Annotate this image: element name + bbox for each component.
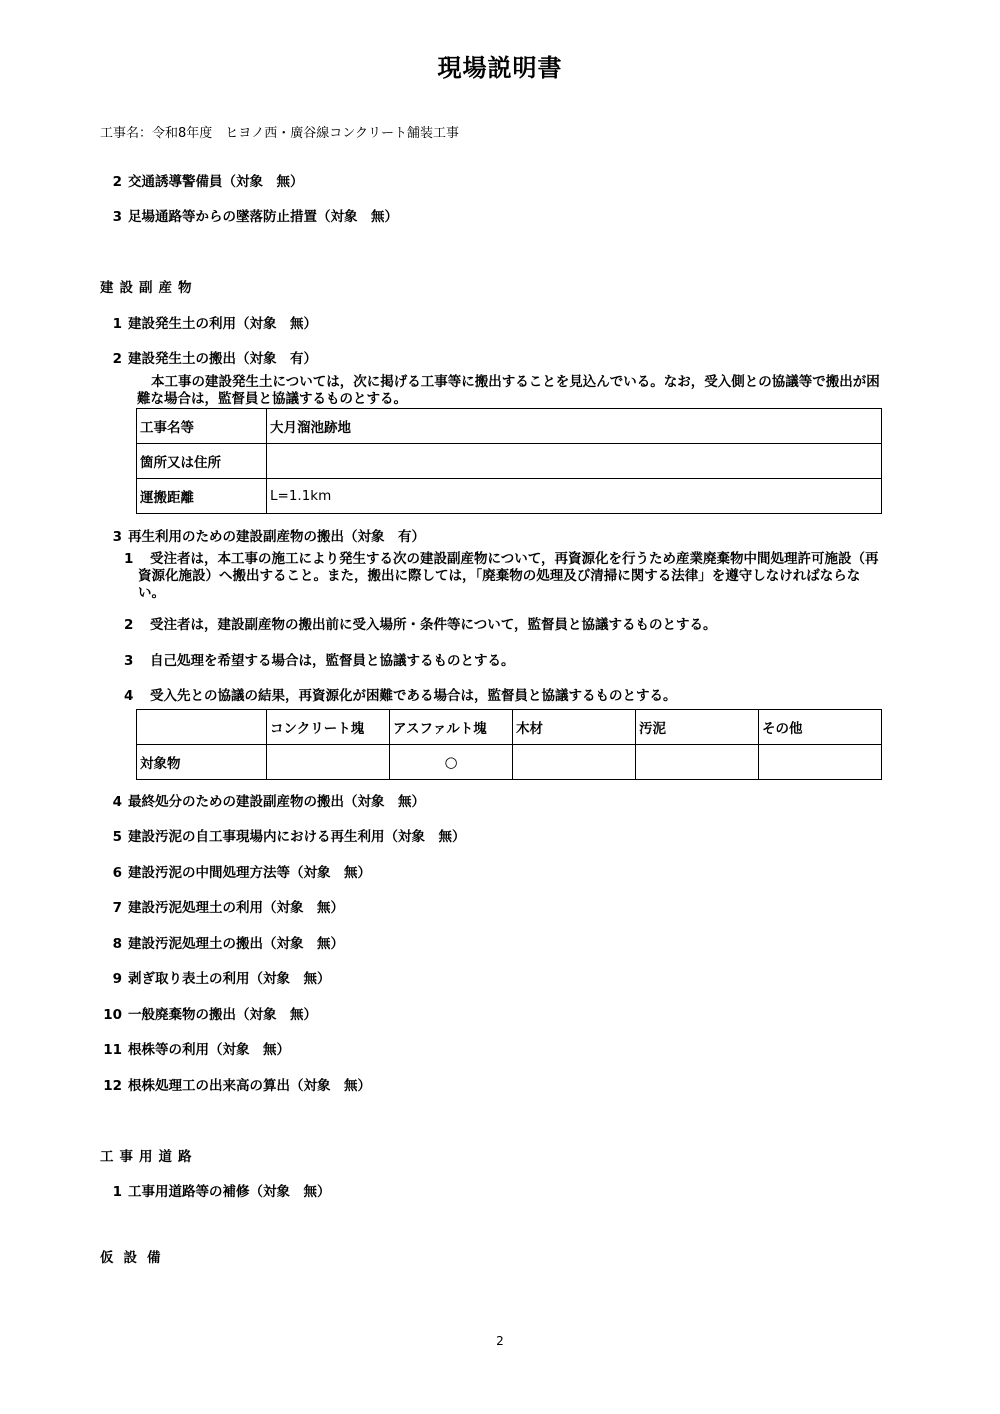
item-number: 10 [103,1007,122,1023]
page-number: 2 [496,1334,504,1348]
table-cell-mark: ○ [390,745,513,780]
list-item [100,932,344,952]
table-row [137,444,882,479]
sub-item-number: 3 [124,653,134,669]
list-item [100,1074,371,1094]
sub-item [124,649,515,669]
item-number: 8 [112,936,122,952]
list-item [100,170,304,190]
soil-destination-table [136,408,882,514]
item-text: 工事用道路等の補修（対象 無） [128,1184,331,1200]
table-cell-label: 箇所又は住所 [137,444,267,479]
item-text: 再生利用のための建設副産物の搬出（対象 有） [128,529,425,545]
item-number: 3 [112,529,122,545]
list-item [100,896,344,916]
table-header-cell: アスファルト塊 [390,710,513,745]
list-item [100,967,331,987]
section-heading-temporary: 仮設備 [100,1250,171,1266]
item-text: 建設発生土の搬出（対象 有） [128,351,317,367]
list-item [100,1180,331,1200]
table-cell [759,745,882,780]
table-cell-label: 工事名等 [137,409,267,444]
table-header-cell: 木材 [513,710,636,745]
item-number: 1 [112,316,122,332]
table-cell [267,745,390,780]
sub-item-number: 2 [124,617,134,633]
table-cell-value [267,444,882,479]
sub-item-text: 受入先との協議の結果，再資源化が困難である場合は，監督員と協議するものとする。 [150,688,677,704]
sub-item-number: 1 [124,551,134,567]
item-text: 建設汚泥処理土の利用（対象 無） [128,900,344,916]
item-text: 建設汚泥処理土の搬出（対象 無） [128,936,344,952]
table-cell [636,745,759,780]
table-header-row [137,710,882,745]
sub-item [124,684,677,704]
sub-item-text: 受注者は，建設副産物の搬出前に受入場所・条件等について，監督員と協議するものとする。 [150,617,717,633]
item-number: 6 [112,865,122,881]
list-item [100,861,371,881]
construction-name: 工事名：令和8年度 ヒヨノ西・廣谷線コンクリート舗装工事 [100,126,460,141]
list-item [100,1003,317,1023]
item-text: 建設発生土の利用（対象 無） [128,316,317,332]
item-number: 3 [112,209,122,225]
sub-item-text: 自己処理を希望する場合は，監督員と協議するものとする。 [150,653,515,669]
item-number: 9 [112,971,122,987]
list-item [100,205,398,225]
list-item [100,790,425,810]
sub-item-number: 4 [124,688,134,704]
table-header-cell [137,710,267,745]
section-heading-byproducts: 建設副産物 [100,280,198,296]
table-header-cell: 汚泥 [636,710,759,745]
table-header-cell: その他 [759,710,882,745]
table-row [137,745,882,780]
byproduct-matrix-table [136,709,882,780]
item-text: 一般廃棄物の搬出（対象 無） [128,1007,317,1023]
item-text: 交通誘導警備員（対象 無） [128,174,304,190]
soil-disposal-paragraph: 本工事の建設発生土については，次に掲げる工事等に搬出することを見込んでいる。なお，受入側との協議等で搬出が困難な場合は，監督員と協議するものとする。 [137,374,880,407]
table-header-cell: コンクリート塊 [267,710,390,745]
item-text: 足場通路等からの墜落防止措置（対象 無） [128,209,398,225]
table-cell-value: 大月溜池跡地 [267,409,882,444]
list-item [100,347,317,367]
section-heading-roads: 工事用道路 [100,1149,198,1165]
page-title: 現場説明書 [437,54,563,82]
sub-item-text: 受注者は，本工事の施工により発生する次の建設副産物について，再資源化を行うため産業廃棄物中間処理許可施設（再資源化施設）へ搬出すること。また，搬出に際しては，「廃棄物の処理及び清掃に関する法律」を遵守しなければならない。 [138,551,879,601]
item-text: 最終処分のための建設副産物の搬出（対象 無） [128,794,425,810]
item-text: 建設汚泥の中間処理方法等（対象 無） [128,865,371,881]
item-number: 5 [112,829,122,845]
table-cell [513,745,636,780]
item-number: 1 [112,1184,122,1200]
item-number: 4 [112,794,122,810]
item-text: 根株等の利用（対象 無） [128,1042,290,1058]
item-text: 根株処理工の出来高の算出（対象 無） [128,1078,371,1094]
list-item [100,525,425,545]
item-number: 2 [112,174,122,190]
item-number: 12 [103,1078,122,1094]
item-number: 11 [103,1042,122,1058]
table-cell-label: 運搬距離 [137,479,267,514]
list-item [100,1038,290,1058]
table-row [137,409,882,444]
table-cell-label: 対象物 [137,745,267,780]
item-number: 7 [112,900,122,916]
table-row [137,479,882,514]
item-text: 建設汚泥の自工事現場内における再生利用（対象 無） [128,829,466,845]
item-number: 2 [112,351,122,367]
table-cell-value: L=1.1km [267,479,882,514]
sub-item [124,613,716,633]
list-item [100,312,317,332]
item-text: 剥ぎ取り表土の利用（対象 無） [128,971,331,987]
list-item [100,825,466,845]
